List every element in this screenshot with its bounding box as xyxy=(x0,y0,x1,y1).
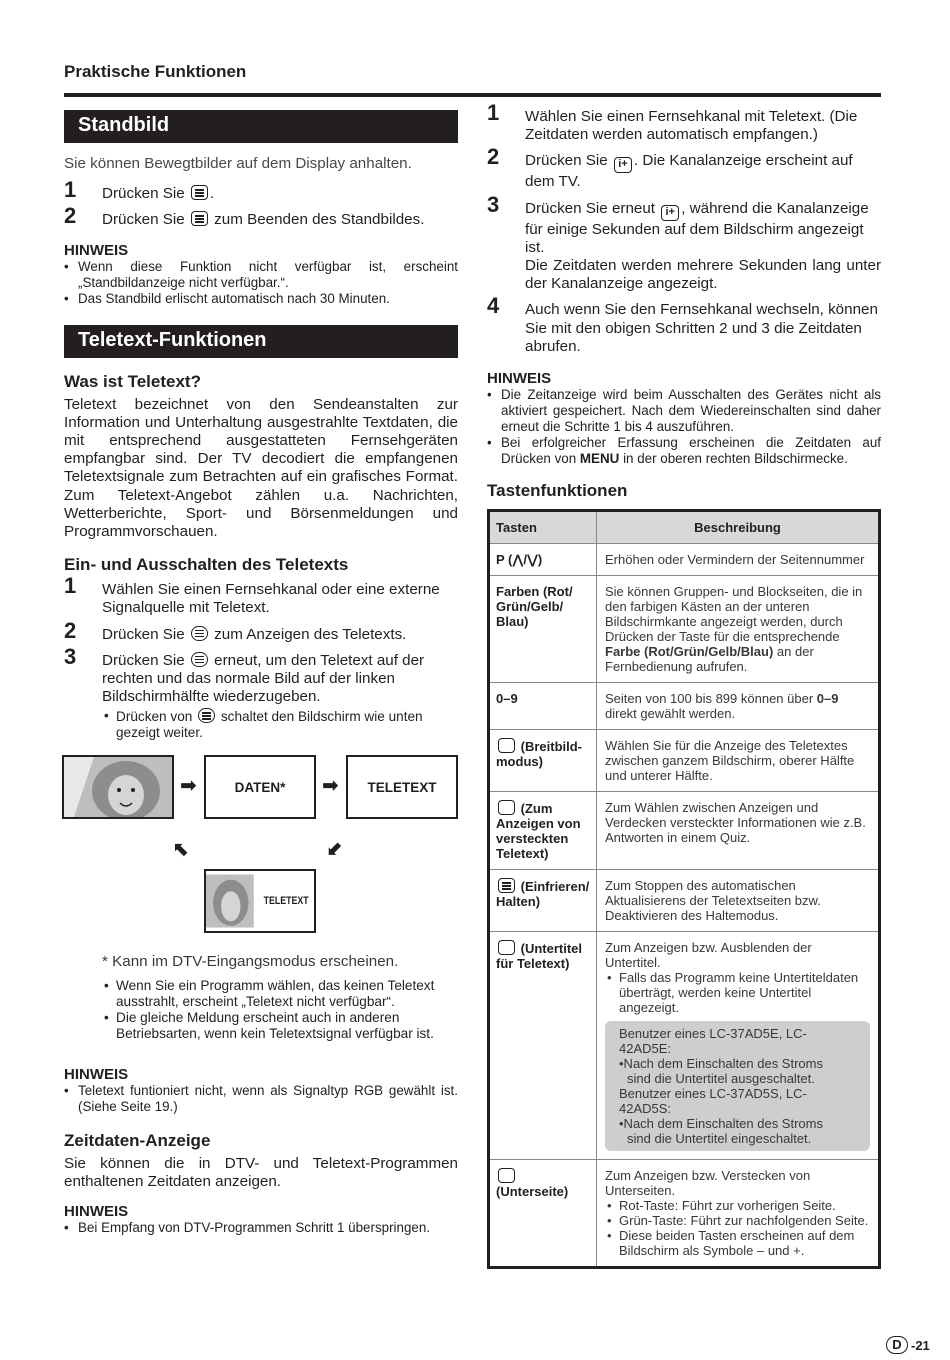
table-desc-cell xyxy=(597,1160,878,1266)
key-function-table xyxy=(487,509,881,1269)
desc-text: Sie können Gruppen- und Blockseiten, die in den farbigen Kästen an der unteren Bildschirmkante angezeigt werden, durch Drücken der Taste für die entsprechende xyxy=(605,584,863,645)
step-text: Drücken Sie xyxy=(102,625,189,643)
reveal-icon xyxy=(498,800,515,815)
freeze-icon xyxy=(498,878,515,893)
desc-text-after: an der Fernbedienung aufrufen. xyxy=(605,644,814,675)
table-header-cell: Tasten xyxy=(490,512,597,543)
key-label: (Einfrieren/ Halten) xyxy=(496,879,590,910)
grey-line: sind die Untertitel ausgeschaltet. xyxy=(627,1071,815,1087)
sub-text-after: schaltet den Bildschirm wie unten gezeigt weiter. xyxy=(116,709,423,741)
key-label: (Breitbild-modus) xyxy=(496,739,583,770)
footnote: * Kann im DTV-Eingangsmodus erscheinen. xyxy=(102,953,399,971)
info-button-icon: i+ xyxy=(614,157,632,173)
table-row xyxy=(490,575,878,682)
table-desc-cell: Wählen Sie für die Anzeige des Teletextes zwischen ganzem Bildschirm, oberer Hälfte und unterer Hälfte. xyxy=(605,738,855,784)
step-number: 1 xyxy=(64,177,77,203)
table-key-cell xyxy=(490,870,597,931)
teletext-step-2 xyxy=(64,617,458,644)
table-row xyxy=(490,1159,878,1266)
page-header: Praktische Funktionen xyxy=(64,62,247,81)
note-item: • Das Standbild erlischt automatisch nach 30 Minuten. xyxy=(64,291,458,307)
hinweis-label: HINWEIS xyxy=(64,241,129,259)
freeze-button-icon xyxy=(191,211,208,226)
page-number-text: -21 xyxy=(911,1337,930,1353)
table-key-cell: 0–9 xyxy=(490,683,597,729)
key-label: (Zum Anzeigen von versteckten Teletext) xyxy=(496,801,581,862)
table-key-cell xyxy=(490,730,597,791)
step-text: Wählen Sie einen Fernsehkanal mit Teletext. (Die Zeitdaten werden automatisch empfangen.) xyxy=(525,108,858,144)
step-number: 2 xyxy=(487,144,500,170)
freeze-button-icon xyxy=(191,185,208,200)
teletext-button-icon xyxy=(198,708,215,723)
zeit-step-2 xyxy=(487,144,881,191)
sub-text: Drücken von xyxy=(116,709,197,725)
table-key-cell: P (⋀/⋁) xyxy=(490,544,597,575)
table-desc-cell: Erhöhen oder Vermindern der Seitennummer xyxy=(605,552,865,568)
diagonal-arrow-icon: ➡ xyxy=(320,835,348,864)
hinweis-label: HINWEIS xyxy=(64,1065,129,1083)
teletext-step-3 xyxy=(64,643,458,707)
grey-line: •Nach dem Einschalten des Stroms xyxy=(619,1116,823,1132)
teletext-bullet: • Wenn Sie ein Programm wählen, das keinen Teletext ausstrahlt, erscheint „Teletext nicht verfügbar“. xyxy=(64,978,458,1010)
step-number: 4 xyxy=(487,293,500,319)
table-desc-cell: Zum Stoppen des automatischen Aktualisierens der Teletextseiten bzw. Deaktivieren des Haltemodus. xyxy=(605,878,821,924)
note-item: • Die Zeitanzeige wird beim Ausschalten des Gerätes nicht als aktiviert gespeichert. Nach dem Wiedereinschalten sind daher erneut die Schritte 1 bis 4 auszuführen. xyxy=(487,387,881,435)
step-text-after: , während die Kanalanzeige für einige Sekunden auf dem Bildschirm angezeigt ist. xyxy=(525,199,869,256)
table-row xyxy=(490,543,878,575)
section-title-standbild: Standbild xyxy=(64,110,458,143)
desc-bullet: • Falls das Programm keine Untertiteldaten überträgt, werden keine Untertitel angezeigt. xyxy=(605,970,870,1015)
desc-bullet: • Rot-Taste: Führt zur vorherigen Seite. xyxy=(605,1198,870,1213)
standbild-step-1 xyxy=(64,177,458,203)
table-desc-cell xyxy=(597,576,878,682)
step-text: Drücken Sie xyxy=(102,211,189,229)
wide-mode-icon xyxy=(498,738,515,753)
step-number: 3 xyxy=(64,643,77,669)
teletext-sub-bullet xyxy=(64,708,458,741)
note-text-after: in der oberen rechten Bildschirmecke. xyxy=(619,451,848,467)
step-text-after: zum Anzeigen des Teletexts. xyxy=(209,625,407,643)
table-row xyxy=(490,869,878,931)
table-desc-cell: Zum Wählen zwischen Anzeigen und Verdecken versteckter Informationen wie z.B. Antworten in einem Quiz. xyxy=(605,800,866,846)
step-number: 2 xyxy=(64,617,77,643)
step-text: Auch wenn Sie den Fernsehkanal wechseln, können Sie mit den obigen Schritten 2 und 3 die Zeitdaten abrufen. xyxy=(525,301,878,355)
desc-text-after: direkt gewählt werden. xyxy=(605,706,736,722)
step-text: Wählen Sie einen Fernsehkanal oder eine externe Signalquelle mit Teletext. xyxy=(102,581,440,617)
step-number: 1 xyxy=(487,100,500,125)
zeitdaten-text: Sie können die in DTV- und Teletext-Programmen enthaltenen Zeitdaten anzeigen. xyxy=(64,1154,458,1190)
grey-line: Benutzer eines LC-37AD5E, LC-42AD5E: xyxy=(619,1026,807,1057)
hinweis-label: HINWEIS xyxy=(487,370,552,388)
note-item: • Teletext funtioniert nicht, wenn als Signaltyp RGB gewählt ist. (Siehe Seite 19.) xyxy=(64,1083,458,1115)
table-desc-cell xyxy=(597,683,878,729)
diagonal-arrow-icon: ➡ xyxy=(167,835,195,864)
step-text: Drücken Sie xyxy=(525,152,612,170)
lion-tv-image xyxy=(62,755,174,819)
lion-picture-icon xyxy=(64,757,172,817)
desc-bold: Farbe (Rot/Grün/Gelb/Blau) xyxy=(605,644,774,660)
model-info-box xyxy=(605,1021,870,1151)
zeit-step-1 xyxy=(487,100,881,144)
right-column xyxy=(487,100,881,1269)
table-row xyxy=(490,729,878,791)
lion-picture-icon xyxy=(206,871,254,931)
desc-text: Seiten von 100 bis 899 können über xyxy=(605,691,817,707)
step-text-after: . xyxy=(209,185,215,203)
right-arrow-icon: ➡ xyxy=(322,775,339,798)
table-header-row xyxy=(490,512,878,543)
subhead-zeitdaten: Zeitdaten-Anzeige xyxy=(64,1130,211,1150)
note-item: • Bei Empfang von DTV-Programmen Schritt 1 überspringen. xyxy=(64,1220,458,1236)
teletext-diagram xyxy=(64,755,458,955)
table-key-cell xyxy=(490,792,597,869)
key-label: (Untertitel für Teletext) xyxy=(496,941,583,972)
step-number: 2 xyxy=(64,203,77,229)
subtitle-icon xyxy=(498,940,515,955)
table-key-cell xyxy=(490,1160,597,1266)
step-text-after: zum Beenden des Standbildes. xyxy=(209,211,425,229)
hinweis-label: HINWEIS xyxy=(64,1203,129,1221)
section-title-teletext: Teletext-Funktionen xyxy=(64,325,458,358)
desc-bullet: • Diese beiden Tasten erscheinen auf dem Bildschirm als Symbole – und +. xyxy=(605,1228,870,1258)
right-arrow-icon: ➡ xyxy=(180,775,197,798)
grey-line: •Nach dem Einschalten des Stroms xyxy=(619,1056,823,1072)
table-row xyxy=(490,931,878,1159)
region-badge: D xyxy=(886,1336,908,1354)
step-text-after: erneut, um den Teletext auf der rechten und das normale Bild auf der linken Bildschirmhälfte wiederzugeben. xyxy=(102,651,425,706)
table-desc-cell xyxy=(597,932,878,1159)
split-screen-box xyxy=(204,869,316,933)
table-key-cell xyxy=(490,932,597,1159)
teletext-button-icon xyxy=(191,626,208,641)
teletext-box: TELETEXT xyxy=(346,755,458,819)
desc-text: Zum Anzeigen bzw. Verstecken von Unterseiten. xyxy=(605,1168,811,1199)
table-header-cell: Beschreibung xyxy=(694,520,781,536)
split-teletext-label: TELETEXT xyxy=(263,895,309,908)
daten-box: DATEN* xyxy=(204,755,316,819)
step-extra: Die Zeitdaten werden mehrere Sekunden lang unter der Kanalanzeige angezeigt. xyxy=(525,257,881,293)
standbild-step-2 xyxy=(64,203,458,229)
key-label: (Unterseite) xyxy=(496,1184,569,1200)
teletext-bullet: • Die gleiche Meldung erscheint auch in anderen Betriebsarten, wenn kein Teletextsignal verfügbar ist. xyxy=(64,1010,458,1042)
step-text-after: . Die Kanalanzeige erscheint auf dem TV. xyxy=(525,152,853,191)
teletext-description: Teletext bezeichnet von den Sendeanstalten zur Information und Unterhaltung ausgestrahlte Textdaten, die mit entsprechend ausgestatteten Fernsehgeräten empfangbar sind. Der TV decodiert die empfangenen Teletextsignale zum Betrachten auf ein grafisches Format. Zum Teletext-Angebot zählen u.a. Nachrichten, Wetterberichte, Sport- und Börsenmeldungen und Programmvorschauen. xyxy=(64,395,458,541)
grey-line: sind die Untertitel eingeschaltet. xyxy=(627,1131,812,1147)
subhead-tastenfunktionen: Tastenfunktionen xyxy=(487,481,628,501)
note-text: Bei erfolgreicher Erfassung erscheinen die Zeitdaten auf Drücken von xyxy=(501,435,881,467)
step-text: Drücken Sie xyxy=(102,651,189,669)
header-rule xyxy=(64,93,881,97)
grey-line: Benutzer eines LC-37AD5S, LC-42AD5S: xyxy=(619,1086,807,1117)
zeit-step-4 xyxy=(487,293,881,356)
desc-bullet: • Grün-Taste: Führt zur nachfolgenden Seite. xyxy=(605,1213,870,1228)
table-row xyxy=(490,791,878,869)
subpage-icon xyxy=(498,1168,515,1183)
standbild-intro: Sie können Bewegtbilder auf dem Display anhalten. xyxy=(64,155,412,172)
teletext-step-1 xyxy=(64,573,458,617)
step-number: 3 xyxy=(487,191,500,217)
desc-text: Zum Anzeigen bzw. Ausblenden der Untertitel. xyxy=(605,940,812,971)
zeit-step-3 xyxy=(487,191,881,294)
note-item xyxy=(487,435,881,467)
step-text: Drücken Sie erneut xyxy=(525,199,660,217)
menu-label: MENU xyxy=(579,451,620,467)
table-row xyxy=(490,682,878,729)
left-column xyxy=(64,104,458,1236)
table-key-cell: Farben (Rot/ Grün/Gelb/ Blau) xyxy=(490,576,597,682)
page-number xyxy=(886,1336,930,1354)
step-text: Drücken Sie xyxy=(102,185,189,203)
subhead-was-ist-teletext: Was ist Teletext? xyxy=(64,371,201,391)
note-item: • Wenn diese Funktion nicht verfügbar ist, erscheint „Standbildanzeige nicht verfügbar.“. xyxy=(64,259,458,291)
info-button-icon: i+ xyxy=(661,205,679,221)
desc-bold: 0–9 xyxy=(816,691,839,707)
teletext-button-icon xyxy=(191,652,208,667)
subhead-ein-ausschalten: Ein- und Ausschalten des Teletexts xyxy=(64,555,349,575)
step-number: 1 xyxy=(64,573,77,599)
